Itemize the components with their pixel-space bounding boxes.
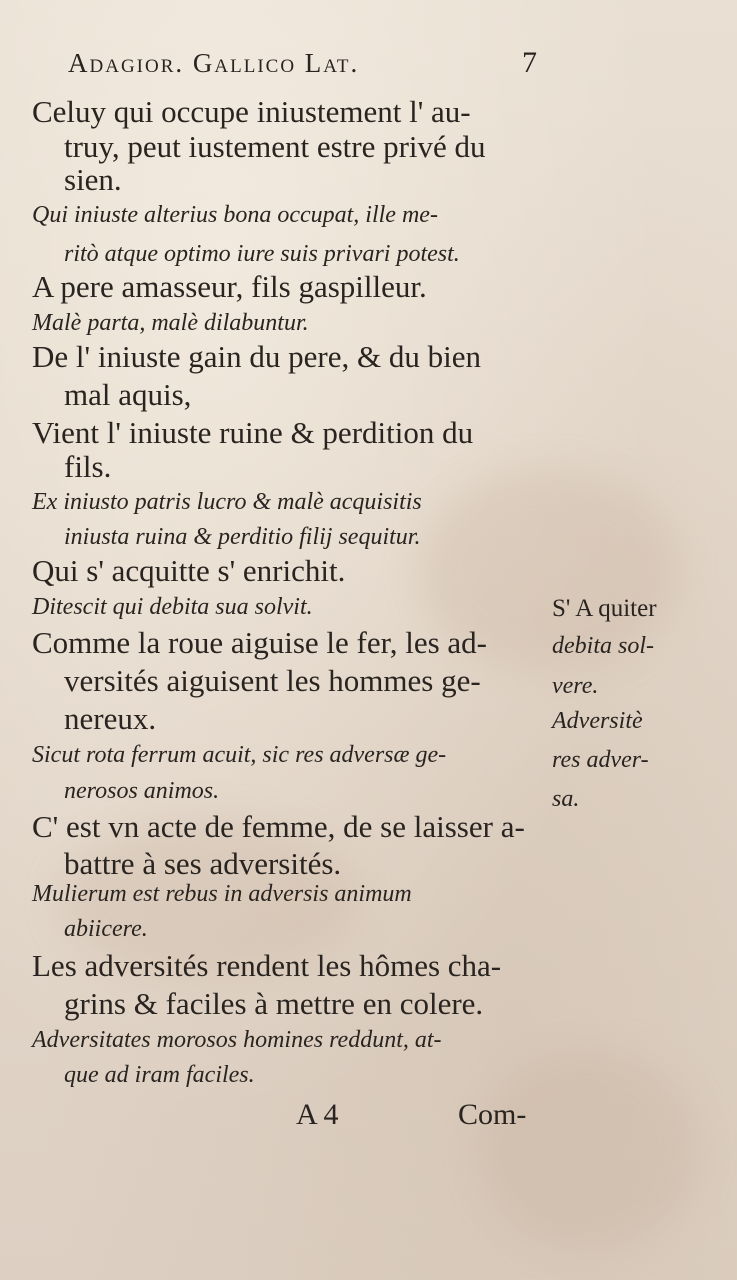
- latin-line: Mulierum est rebus in adversis animum: [32, 881, 412, 907]
- margin-note: debita sol-: [552, 633, 654, 659]
- latin-line: Ditescit qui debita sua solvit.: [32, 594, 313, 620]
- text-line: mal aquis,: [64, 377, 192, 412]
- latin-line: abiicere.: [64, 916, 148, 942]
- text-line: Celuy qui occupe iniustement l' au-: [32, 94, 471, 129]
- latin-line: Malè parta, malè dilabuntur.: [32, 310, 309, 336]
- catchword: Com-: [458, 1098, 527, 1131]
- text-line: grins & faciles à mettre en colere.: [64, 986, 484, 1021]
- page-number: 7: [522, 46, 537, 79]
- text-line: fils.: [64, 449, 112, 484]
- signature-mark: A 4: [296, 1098, 339, 1131]
- latin-line: Qui iniuste alterius bona occupat, ille me-: [32, 202, 438, 228]
- paper-stain: [480, 1050, 700, 1250]
- text-line: Qui s' acquitte s' enrichit.: [32, 553, 346, 588]
- latin-line: que ad iram faciles.: [64, 1062, 255, 1088]
- text-line: A pere amasseur, fils gaspilleur.: [32, 269, 427, 304]
- latin-line: iniusta ruina & perditio filij sequitur.: [64, 524, 421, 550]
- margin-note: sa.: [552, 786, 580, 812]
- latin-line: ritò atque optimo iure suis privari potest.: [64, 241, 460, 267]
- text-line: Les adversités rendent les hômes cha-: [32, 948, 502, 983]
- margin-note: S' A quiter: [552, 595, 657, 622]
- latin-line: nerosos animos.: [64, 778, 220, 804]
- text-line: De l' iniuste gain du pere, & du bien: [32, 339, 481, 374]
- text-line: Vient l' iniuste ruine & perdition du: [32, 415, 474, 450]
- margin-note: res adver-: [552, 747, 649, 773]
- margin-note: Adversitè: [552, 708, 643, 734]
- latin-line: Ex iniusto patris lucro & malè acquisitis: [32, 489, 422, 515]
- text-line: versités aiguisent les hommes ge-: [64, 663, 481, 698]
- text-line: nereux.: [64, 701, 157, 736]
- margin-note: vere.: [552, 673, 599, 699]
- running-title: Adagior. Gallico Lat.: [68, 48, 360, 78]
- text-line: battre à ses adversités.: [64, 846, 342, 881]
- text-line: sien.: [64, 162, 122, 197]
- text-line: C' est vn acte de femme, de se laisser a-: [32, 809, 525, 844]
- text-line: truy, peut iustement estre privé du: [64, 129, 486, 164]
- text-line: Comme la roue aiguise le fer, les ad-: [32, 625, 487, 660]
- latin-line: Sicut rota ferrum acuit, sic res adversæ ge-: [32, 742, 447, 768]
- latin-line: Adversitates morosos homines reddunt, at-: [32, 1027, 442, 1053]
